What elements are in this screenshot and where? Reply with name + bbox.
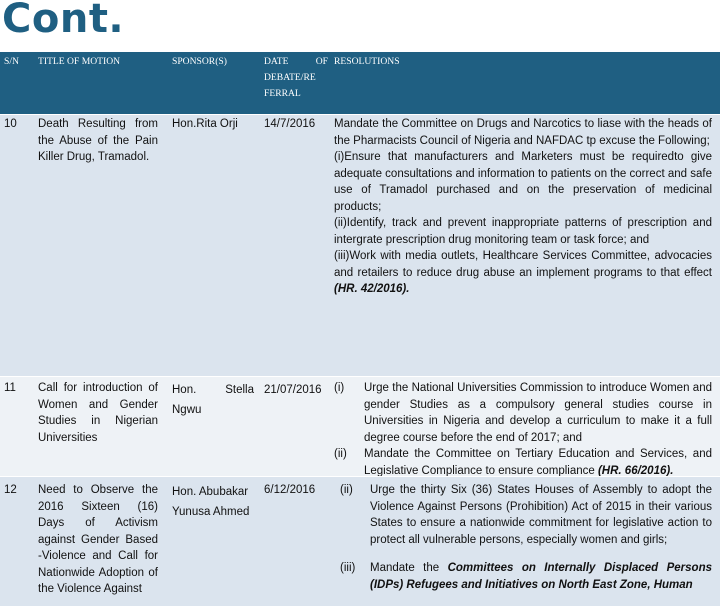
table-header-row (0, 52, 720, 114)
resolution-committee: Committees on Internally Displaced Persons (IDPs) Refugees and Initiatives on North East Zone, Human (370, 562, 712, 591)
row-date: 21/07/2016 (264, 384, 322, 396)
header-date-of-debate: DATE OF DEBATE/RE FERRAL (264, 56, 328, 99)
row-sponsor (172, 380, 254, 420)
resolution-item (340, 482, 712, 548)
row-resolutions (340, 482, 712, 593)
resolution-item (334, 446, 712, 479)
resolution-item (340, 560, 712, 593)
resolution-item: (ii)Identify, track and prevent inappropriate patterns of prescription and intergrate prescription drug monitoring team or task force; and (334, 217, 712, 246)
motions-table (0, 52, 720, 595)
row-sponsor: Hon.Rita Orji (172, 118, 238, 130)
row-sponsor: Hon. Abubakar Yunusa Ahmed (172, 486, 250, 518)
row-motion-title: Call for introduction of Women and Gender Studies in Nigerian Universities (38, 382, 158, 444)
row-date: 6/12/2016 (264, 484, 316, 496)
row-divider (0, 114, 720, 115)
row-sn: 12 (4, 484, 17, 496)
table-row (0, 476, 720, 606)
page-title: Cont. (2, 0, 125, 42)
row-resolutions (334, 380, 712, 479)
row-date: 14/7/2016 (264, 118, 316, 130)
resolution-reference: (HR. 66/2016). (597, 464, 674, 477)
header-sn: S/N (4, 56, 19, 67)
row-motion-title: Need to Observe the 2016 Sixteen (16) Days of Activism against Gender Based -Violence and Call for Nationwide Adoption of the Violence Against (38, 484, 158, 595)
header-resolutions: RESOLUTIONS (334, 56, 400, 67)
resolution-item (334, 380, 712, 446)
resolution-text: Urge the National Universities Commission to introduce Women and gender Studies as a compulsory general studies course in Universities in Nigeria and develop a curriculum to make it a full degree course before the end of 2017; and (364, 382, 712, 444)
sponsor-last-name: Ngwu (172, 404, 202, 416)
row-divider (0, 476, 720, 477)
sponsor-first-name: Stella (225, 384, 254, 396)
header-title-of-motion: TITLE OF MOTION (38, 56, 121, 67)
resolution-number: (ii) (340, 484, 353, 496)
row-resolutions (334, 116, 712, 298)
resolution-text: Mandate the (370, 562, 440, 574)
resolution-number: (ii) (334, 448, 347, 460)
table-row (0, 376, 720, 476)
resolution-text: (iii)Work with media outlets, Healthcare Services Committee, advocacies and retailers to reduce drug abuse an implement programs to that effect (334, 250, 712, 279)
resolution-text: Mandate the Committee on Tertiary Education and Services, and Legislative Compliance to ensure compliance (364, 448, 712, 477)
row-sn: 10 (4, 118, 17, 130)
resolution-item (334, 248, 712, 298)
sponsor-honorific: Hon. (172, 384, 197, 396)
row-motion-title: Death Resulting from the Abuse of the Pain Killer Drug, Tramadol. (38, 118, 158, 163)
resolution-number: (iii) (340, 562, 356, 574)
header-sponsors: SPONSOR(S) (172, 56, 227, 67)
resolution-reference: (HR. 42/2016). (334, 283, 410, 295)
table-row (0, 114, 720, 376)
resolution-number: (i) (334, 382, 345, 394)
resolution-item: (i)Ensure that manufacturers and Marketers must be requiredto give adequate consultations and information to patients on the correct and safe use of Tramadol purchased and on the preservation of medicinal products; (334, 151, 712, 213)
row-sn: 11 (4, 382, 16, 394)
resolution-main: Mandate the Committee on Drugs and Narcotics to liase with the heads of the Pharmacists Council of Nigeria and NAFDAC tp excuse the Following; (334, 118, 712, 147)
resolution-text: Urge the thirty Six (36) States Houses of Assembly to adopt the Violence Against Persons (Prohibition) Act of 2015 in their various States to ensure a nationwide commitment for legislative action to protect all vulnerable persons, especially women and girls; (370, 484, 712, 546)
row-divider (0, 376, 720, 377)
